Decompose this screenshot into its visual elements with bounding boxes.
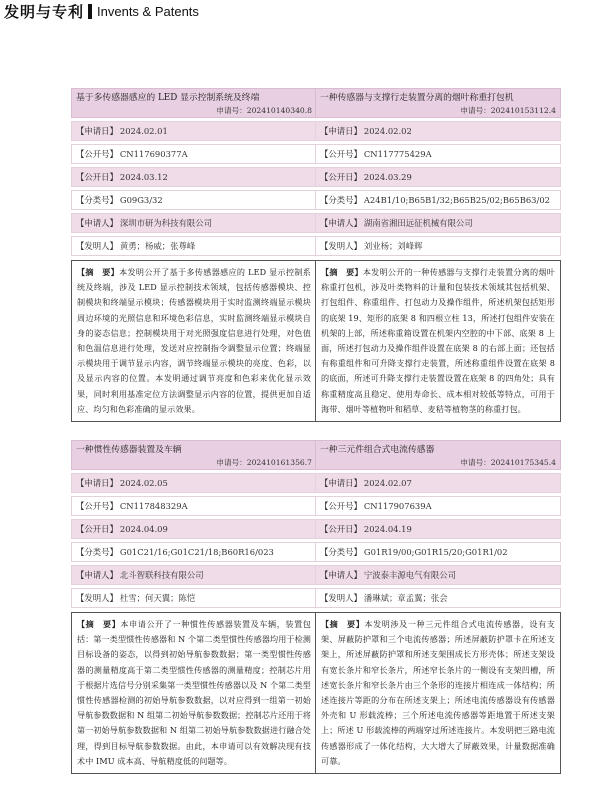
abstract-text: 本发明公开了基于多传感器感应的 LED 显示控制系统及终端，涉及 LED 显示控制技术领域，包括传感器模块、控制模块和终端显示模块；传感器模块用于实时监测终端显示模块周边环境的光照信息和环境色彩信息，实时监测终端显示模块自身的姿态信息；控制模块用于对光照强度信息进行处理，对色值和色温信息进行处理，发送对应控制指令调整显示位置；终端显示模块用于调节显示内容，调节终端显示模块的亮度、色彩，以及显示内容的位置。本发明通过调节亮度和色彩来优化显示效果，同时利用基准定位方法调整显示内容的位置，提供更加自适应、均匀和色彩准确的显示效果。 [77, 267, 311, 414]
classification-row: 【分类号】 G09G3/32 [71, 190, 317, 210]
header-divider [88, 4, 92, 19]
patent-title: 一种三元件组合式电流传感器 [320, 445, 435, 455]
abstract-text: 本申请公开了一种惯性传感器装置及车辆，装置包括：第一类型惯性传感器和 N 个第二类型惯性传感器均用于检测目标设备的姿态，以得到初始导航参数数据；第一类型惯性传感器的测量精度高于第二类型惯性传感器的测量精度；控制芯片用于根据片选信号分别采集第一类型惯性传感器以及 N 个第二类型惯性传感器检测的初始导航参数数据，以对应得到一组第一初始导航参数数据和 N 组第二初始导航参数数据；控制芯片还用于将第一初始导航参数数据和 N 组第二初始导航参数数据进行融合处理，得到目标导航参数数据。由此，本申请可以有效解决现有技术中 IMU 成本高、导航精度低的问题等。 [77, 619, 311, 766]
publication-date-row: 【公开日】 2024.03.29 [315, 167, 561, 187]
abstract-text: 本发明公开的一种传感器与支撑行走装置分离的烟叶称重打包机，涉及叶类物料的计量和包装技术领域其包括机架、打包组件、称重组件、打包动力及操作组件，所述机架包括矩形的底架 19、矩形的底架 8 和四根立柱 13，所述打包组件安装在机架的上部，所述称重箱设置在机架内空腔的中下部、底架 8 上面，所述打包动力及操作组件设置在底架 8 的右部上面；还包括有称重组件和可升降支撑行走装置，所述称重组件设置在底架 8 的底面，所述可升降支撑行走装置设置在底架 8 的四角处；具有称重精度高且稳定、使用寿命长、成本相对较低等特点，可用于海带、烟叶等植物叶和稻草、麦秸等植物茎的称重打包。 [321, 267, 555, 414]
publication-date-row: 【公开日】 2024.04.19 [315, 519, 561, 539]
abstract-box: 【摘 要】本申请公开了一种惯性传感器装置及车辆，装置包括：第一类型惯性传感器和 N 个第二类型惯性传感器均用于检测目标设备的姿态，以得到初始导航参数数据；第一类型惯性传感器的测量精度高于第二类型惯性传感器的测量精度；控制芯片用于根据片选信号分别采集第一类型惯性传感器以及 N 个第二类型惯性传感器检测的初始导航参数数据，以对应得到一组第一初始导航参数数据和 N 组第二初始导航参数数据；控制芯片还用于将第一初始导航参数数据和 N 组第二初始导航参数数据进行融合处理，得到目标导航参数数据。由此，本申请可以有效解决现有技术中 IMU 成本高、导航精度低的问题等。 [71, 612, 317, 774]
abstract-box: 【摘 要】本发明公开了基于多传感器感应的 LED 显示控制系统及终端，涉及 LED 显示控制技术领域，包括传感器模块、控制模块和终端显示模块；传感器模块用于实时监测终端显示模块周边环境的光照信息和环境色彩信息，实时监测终端显示模块自身的姿态信息；控制模块用于对光照强度信息进行处理，对色值和色温信息进行处理，发送对应控制指令调整显示位置；终端显示模块用于调节显示内容，调节终端显示模块的亮度、色彩，以及显示内容的位置。本发明通过调节亮度和色彩来优化显示效果，同时利用基准定位方法调整显示内容的位置，提供更加自适应、均匀和色彩准确的显示效果。 [71, 260, 317, 422]
patent-title: 基于多传感器感应的 LED 显示控制系统及终端 [76, 93, 260, 103]
patent-title-box [315, 440, 561, 470]
applicant-row: 【申请人】 北斗智联科技有限公司 [71, 565, 317, 585]
publication-date-row: 【公开日】 2024.03.12 [71, 167, 317, 187]
inventor-row: 【发明人】 杜雪；何天翼；陈恺 [71, 588, 317, 608]
inventor-row: 【发明人】 刘业杨；刘峰辉 [315, 236, 561, 256]
patent-title-box [315, 88, 561, 118]
application-number: 申请号：202410175345.4 [460, 457, 556, 467]
patent-title-box [71, 88, 317, 118]
applicant-row: 【申请人】 深圳市研为科技有限公司 [71, 213, 317, 233]
classification-row: 【分类号】 G01R19/00;G01R15/20;G01R1/02 [315, 542, 561, 562]
inventor-row: 【发明人】 黄勇；杨威；张尊峰 [71, 236, 317, 256]
publication-no-row: 【公开号】 CN117848329A [71, 496, 317, 516]
applicant-row: 【申请人】 宁波泰丰源电气有限公司 [315, 565, 561, 585]
page-header [4, 0, 199, 22]
inventor-row: 【发明人】 潘琳斌；章孟翼；张会 [315, 588, 561, 608]
application-number: 申请号：202410140340.8 [216, 105, 312, 115]
patent-card [315, 88, 561, 422]
patent-title-box [71, 440, 317, 470]
classification-row: 【分类号】 G01C21/16;G01C21/18;B60R16/023 [71, 542, 317, 562]
patent-card [315, 440, 561, 774]
application-number: 申请号：202410161356.7 [216, 457, 312, 467]
application-date-row: 【申请日】 2024.02.07 [315, 473, 561, 493]
publication-no-row: 【公开号】 CN117907639A [315, 496, 561, 516]
patent-title: 一种惯性传感器装置及车辆 [76, 445, 182, 455]
patent-card [71, 88, 317, 422]
application-date-row: 【申请日】 2024.02.01 [71, 121, 317, 141]
section-title: 发明与专利 [4, 2, 85, 21]
application-date-row: 【申请日】 2024.02.05 [71, 473, 317, 493]
patent-card [71, 440, 317, 774]
section-subtitle: Invents & Patents [97, 3, 199, 19]
application-number: 申请号：202410153112.4 [460, 105, 556, 115]
patent-title: 一种传感器与支撑行走装置分离的烟叶称重打包机 [320, 93, 514, 103]
application-date-row: 【申请日】 2024.02.02 [315, 121, 561, 141]
abstract-box: 【摘 要】本发明公开的一种传感器与支撑行走装置分离的烟叶称重打包机，涉及叶类物料的计量和包装技术领域其包括机架、打包组件、称重组件、打包动力及操作组件，所述机架包括矩形的底架 19、矩形的底架 8 和四根立柱 13，所述打包组件安装在机架的上部，所述称重箱设置在机架内空腔的中下部、底架 8 上面，所述打包动力及操作组件设置在底架 8 的右部上面；还包括有称重组件和可升降支撑行走装置，所述称重组件设置在底架 8 的底面，所述可升降支撑行走装置设置在底架 8 的四角处；具有称重精度高且稳定、使用寿命长、成本相对较低等特点，可用于海带、烟叶等植物叶和稻草、麦秸等植物茎的称重打包。 [315, 260, 561, 422]
publication-date-row: 【公开日】 2024.04.09 [71, 519, 317, 539]
abstract-box: 【摘 要】本发明涉及一种三元件组合式电流传感器，设有支架、屏蔽防护罩和三个电流传感器；所述屏蔽防护罩卡在所述支架上，所述屏蔽防护罩和所述支架围成长方形壳体；所述支架设有宽长条片和窄长条片，所述窄长条片的一侧设有支架凹槽，所述宽长条片和窄长条片由三个条形的连接片相连成一体结构；所述连接片等距的分布在所述支架上；所述电流传感器设有传感器外壳和 U 形载流棒；三个所述电流传感器等距地置于所述支架上；所述 U 形载流棒的两端穿过所述连接片。本发明把三路电流传感器形成了一体化结构，大大增大了屏蔽效果，计量数据准确可靠。 [315, 612, 561, 774]
publication-no-row: 【公开号】 CN117690377A [71, 144, 317, 164]
applicant-row: 【申请人】 湖南省湘田远征机械有限公司 [315, 213, 561, 233]
abstract-text: 本发明涉及一种三元件组合式电流传感器，设有支架、屏蔽防护罩和三个电流传感器；所述屏蔽防护罩卡在所述支架上，所述屏蔽防护罩和所述支架围成长方形壳体；所述支架设有宽长条片和窄长条片，所述窄长条片的一侧设有支架凹槽，所述宽长条片和窄长条片由三个条形的连接片相连成一体结构；所述连接片等距的分布在所述支架上；所述电流传感器设有传感器外壳和 U 形载流棒；三个所述电流传感器等距地置于所述支架上；所述 U 形载流棒的两端穿过所述连接片。本发明把三路电流传感器形成了一体化结构，大大增大了屏蔽效果，计量数据准确可靠。 [321, 619, 555, 766]
publication-no-row: 【公开号】 CN117775429A [315, 144, 561, 164]
classification-row: 【分类号】 A24B1/10;B65B1/32;B65B25/02;B65B63/02 [315, 190, 561, 210]
